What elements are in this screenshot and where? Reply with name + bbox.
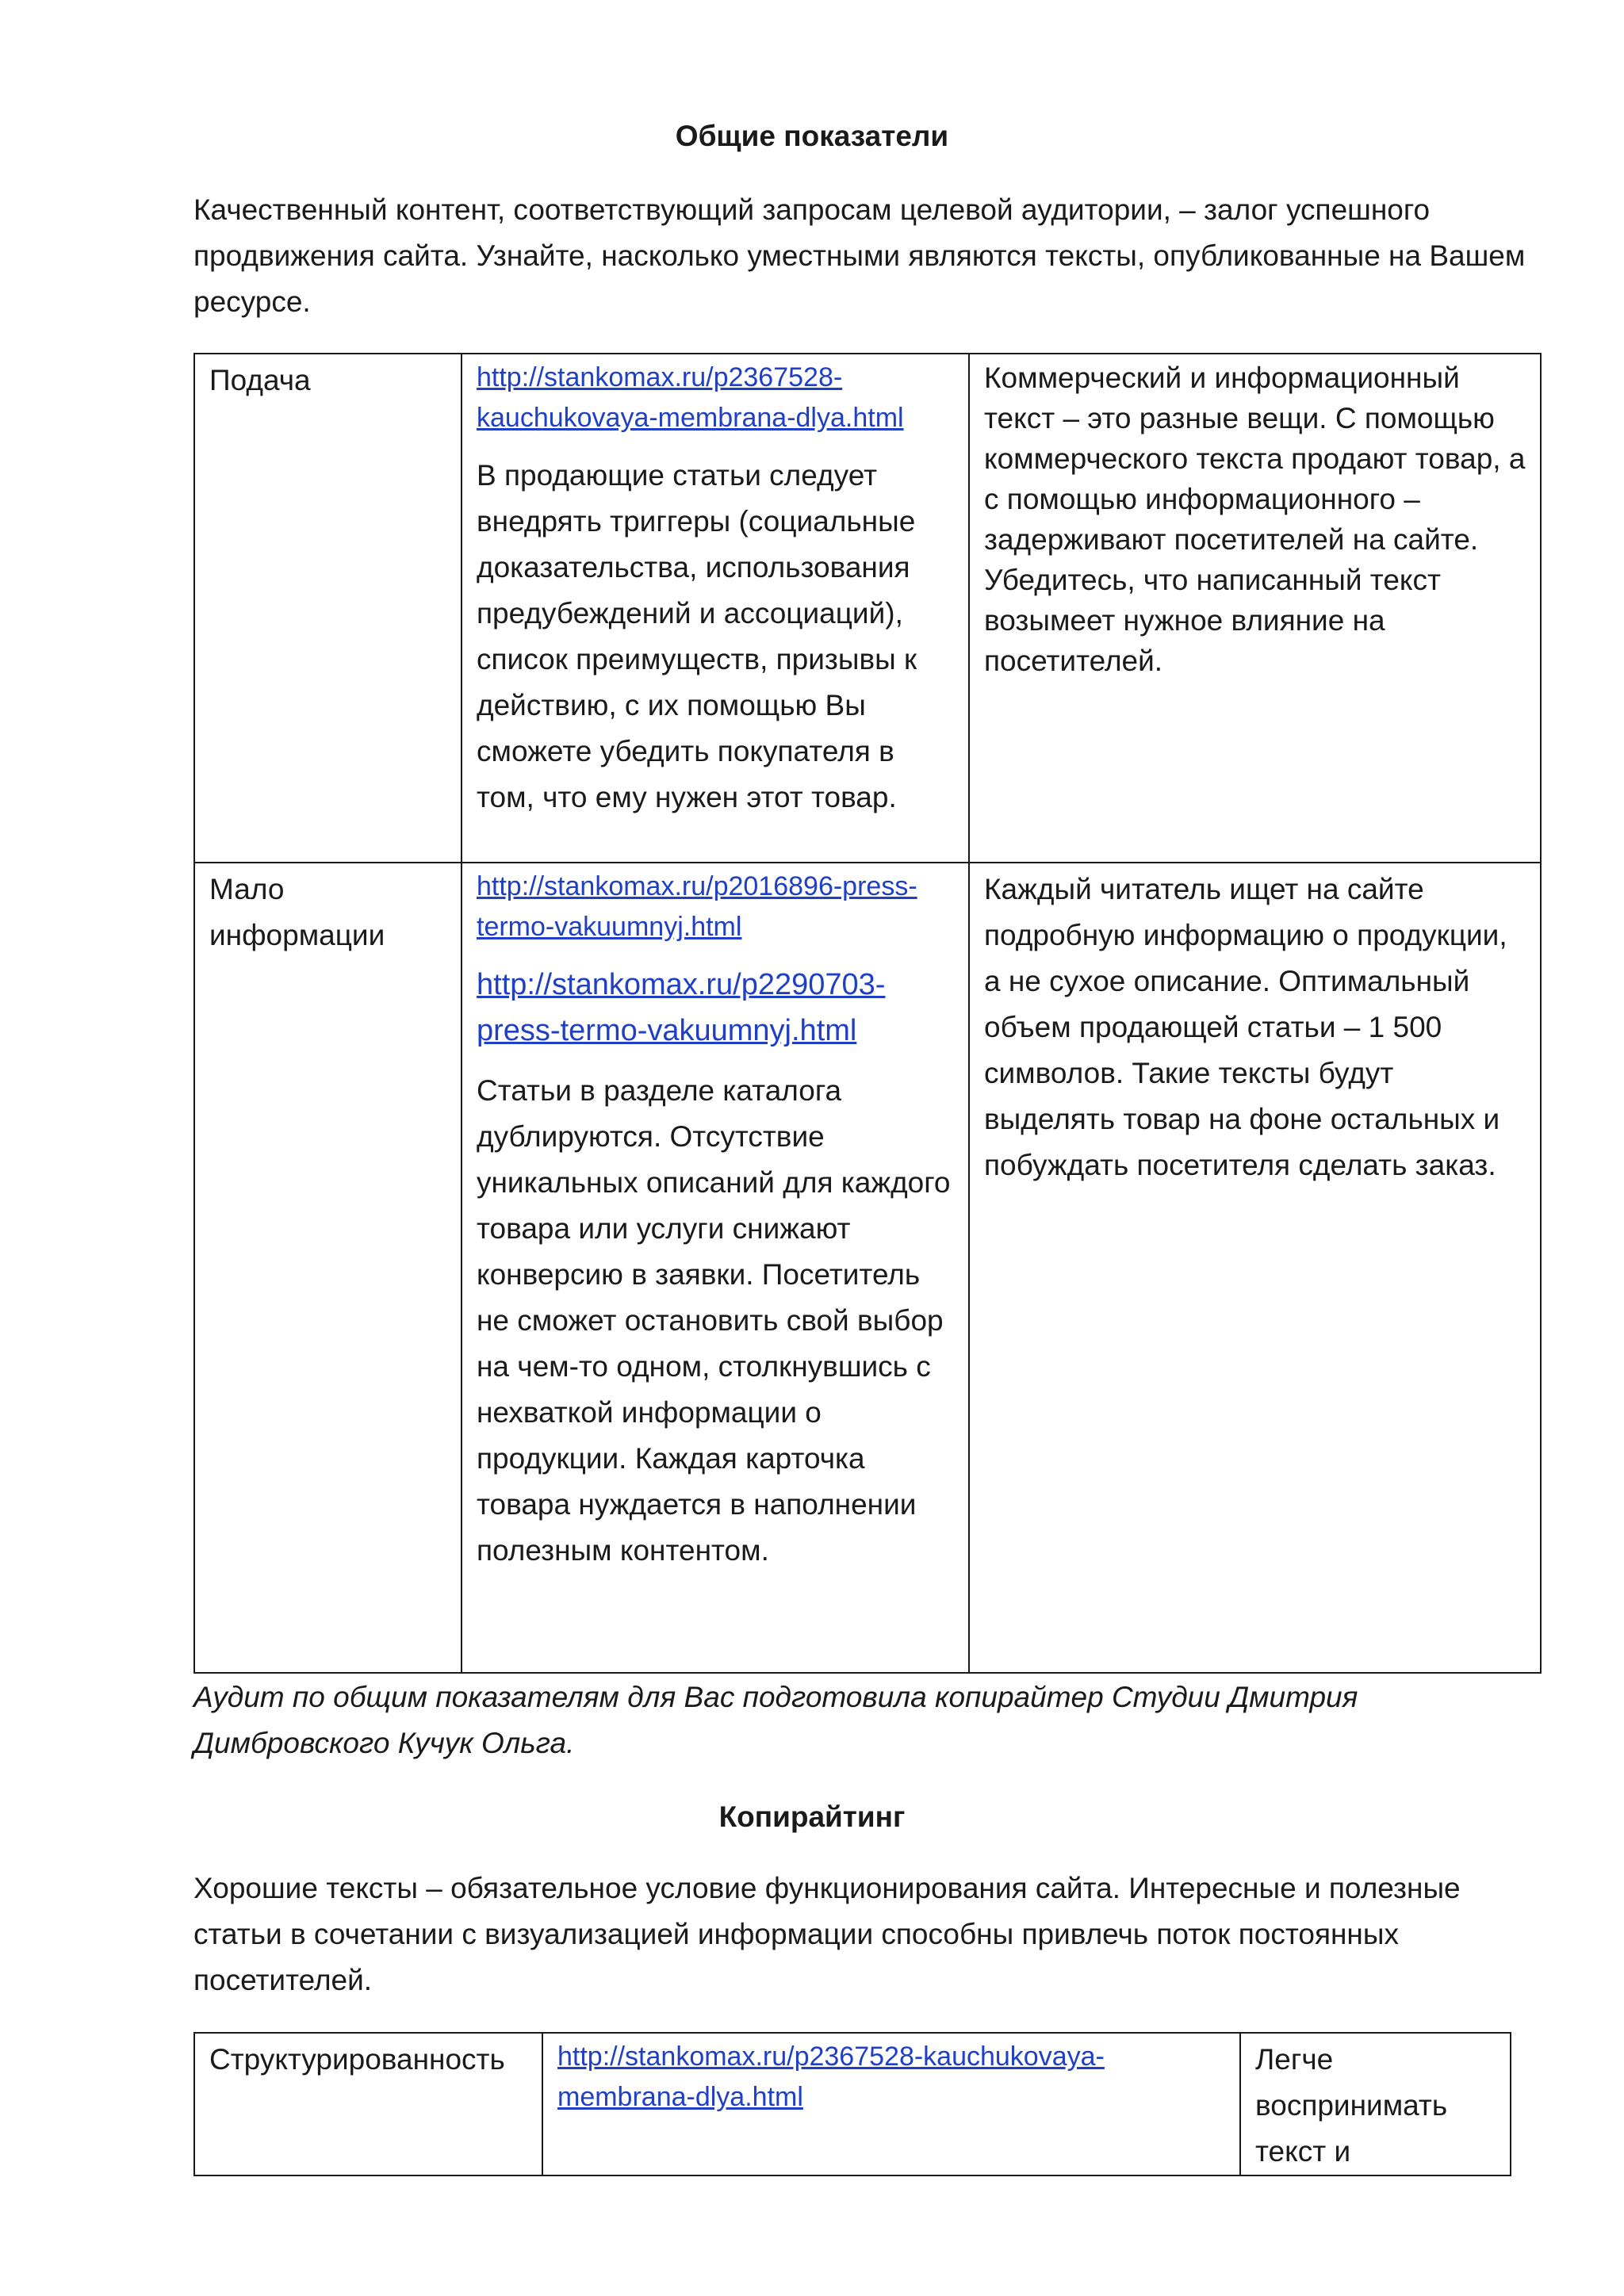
section-intro-copywriting: Хорошие тексты – обязательное условие функционирования сайта. Интересные и полезные статьи в сочетании с визуализацией информации способны привлечь поток постоянных посетителей. [193,1872,1461,1996]
row-detail-cell [542,2033,1240,2175]
row-label: Подача [209,364,311,396]
table-row [194,354,1541,863]
row-label-cell [194,2033,542,2175]
row-advice-cell [1240,2033,1511,2175]
page-link[interactable]: http://stankomax.ru/p2290703-press-termo-vakuumnyj.html [477,968,886,1047]
row-advice-cell [969,354,1541,863]
row-advice: Каждый читатель ищет на сайте подробную информацию о продукции, а не сухое описание. Оптимальный объем продающей статьи – 1 500 символов. Такие тексты будут выделять товар на фоне остальных и побуждать посетителя сделать заказ. [984,873,1507,1181]
row-label-cell [194,354,462,863]
section-title-general: Общие показатели [675,120,949,152]
row-description: В продающие статьи следует внедрять триггеры (социальные доказательства, использования предубеждений и ассоциаций), список преимуществ, призывы к действию, с их помощью Вы сможете убедить покупателя в том, что ему нужен этот товар. [477,459,917,813]
row-advice: Коммерческий и информационный текст – это разные вещи. С помощью коммерческого текста продают товар, а с помощью информационного – задерживают посетителей на сайте. Убедитесь, что написанный текст возымеет нужное влияние на посетителей. [984,362,1526,677]
section-intro-general: Качественный контент, соответствующий запросам целевой аудитории, – залог успешного продвижения сайта. Узнайте, насколько уместными являются тексты, опубликованные на Вашем ресурсе. [193,193,1526,318]
general-indicators-table [193,353,1542,1674]
copywriting-table [193,2032,1511,2176]
section-title-copywriting: Копирайтинг [718,1800,906,1833]
page-link[interactable]: http://stankomax.ru/p2367528-kauchukovaya-membrana-dlya.html [477,362,904,433]
table-row [194,863,1541,1673]
row-label-cell [194,863,462,1673]
row-label: Структурированность [209,2043,505,2076]
audit-caption: Аудит по общим показателям для Вас подготовила копирайтер Студии Дмитрия Димбровского Кучук Ольга. [193,1681,1358,1759]
row-detail-cell [462,354,969,863]
row-detail-cell [462,863,969,1673]
page-link[interactable]: http://stankomax.ru/p2016896-press-termo-vakuumnyj.html [477,871,917,942]
table-row [194,2033,1511,2175]
row-advice-cell [969,863,1541,1673]
page-link[interactable]: http://stankomax.ru/p2367528-kauchukovaya-membrana-dlya.html [557,2042,1105,2112]
row-advice: Легче воспринимать текст и [1255,2043,1448,2168]
row-description: Статьи в разделе каталога дублируются. Отсутствие уникальных описаний для каждого товара или услуги снижают конверсию в заявки. Посетитель не сможет остановить свой выбор на чем-то одном, столкнувшись с нехваткой информации о продукции. Каждая карточка товара нуждается в наполнении полезным контентом. [477,1074,951,1567]
row-label: Мало информации [209,873,385,951]
